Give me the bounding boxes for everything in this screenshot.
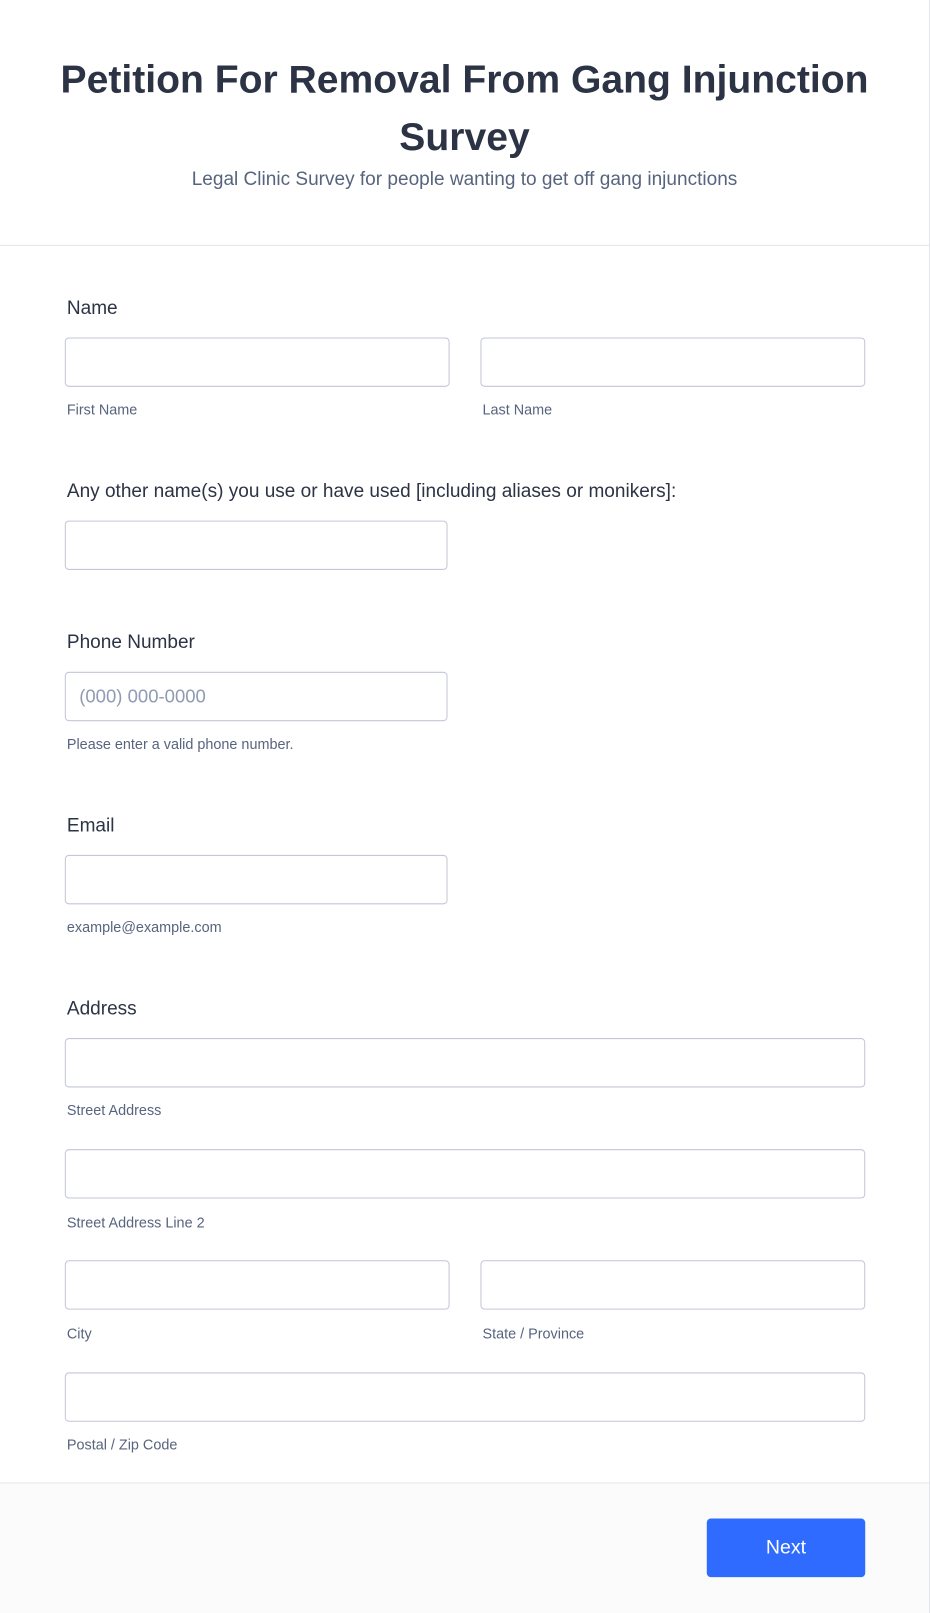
state-input[interactable] (480, 1260, 865, 1309)
phone-input[interactable] (65, 672, 448, 721)
street-address-line2-hint: Street Address Line 2 (66, 1213, 205, 1231)
street-address-input[interactable] (65, 1038, 865, 1087)
address-label: Address (66, 996, 137, 1019)
email-label: Email (66, 813, 115, 836)
street-address-line2-input[interactable] (65, 1149, 865, 1198)
form-subtitle: Legal Clinic Survey for people wanting to get off gang injunctions (191, 167, 738, 190)
first-name-hint: First Name (66, 401, 138, 418)
aliases-label: Any other name(s) you use or have used [including aliases or monikers]: (66, 479, 677, 502)
name-label: Name (66, 296, 118, 318)
zip-code-input[interactable] (65, 1372, 865, 1421)
aliases-input[interactable] (65, 521, 448, 570)
city-hint: City (66, 1325, 92, 1342)
street-address-hint: Street Address (66, 1101, 162, 1119)
form-title: Petition For Removal From Gang Injunction Survey (60, 58, 869, 160)
state-hint: State / Province (482, 1325, 585, 1342)
email-input[interactable] (65, 855, 448, 904)
city-input[interactable] (65, 1260, 450, 1309)
next-button[interactable]: Next (707, 1519, 865, 1578)
footer-divider (0, 1483, 929, 1484)
header-divider (0, 245, 929, 246)
last-name-input[interactable] (480, 337, 865, 386)
zip-code-hint: Postal / Zip Code (66, 1436, 178, 1453)
last-name-hint: Last Name (482, 401, 553, 418)
phone-label: Phone Number (66, 630, 195, 653)
first-name-input[interactable] (65, 337, 450, 386)
email-hint: example@example.com (66, 918, 222, 936)
phone-hint: Please enter a valid phone number. (66, 735, 294, 753)
